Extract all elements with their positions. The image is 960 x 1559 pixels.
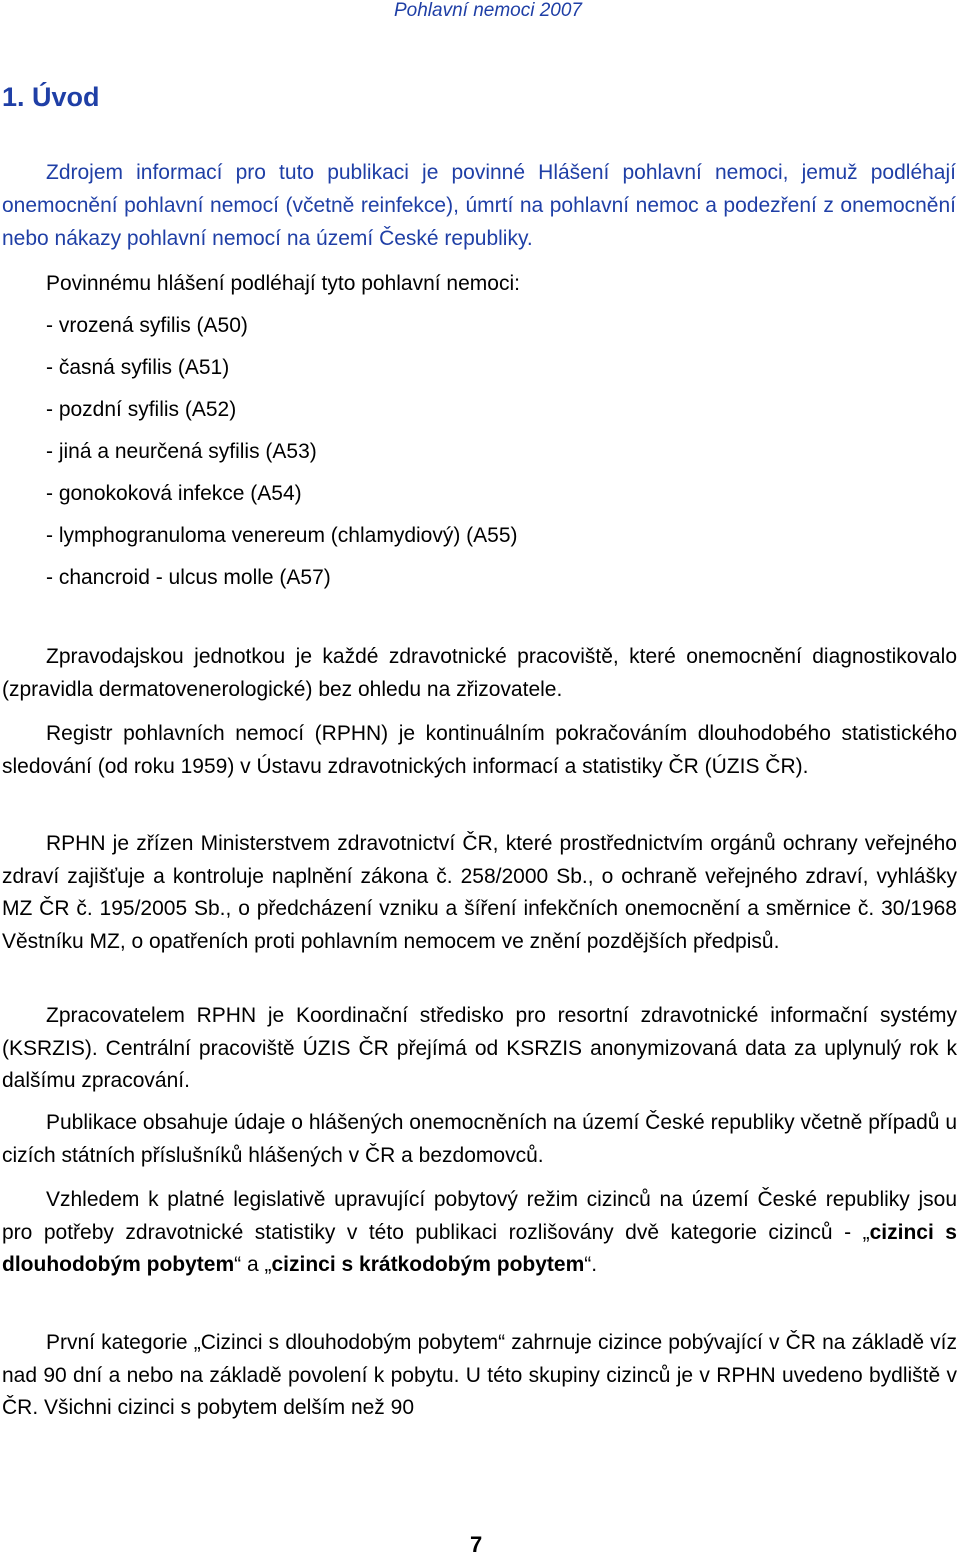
page-number: 7 xyxy=(470,1532,483,1557)
paragraph-content: Publikace obsahuje údaje o hlášených onemocněních na území České republiky včetně případů u cizích státních příslušníků hlášených v ČR a bezdomovců. xyxy=(2,1111,957,1167)
list-item: - vrozená syfilis (A50) xyxy=(46,314,248,337)
paragraph-text: “ a „ xyxy=(234,1253,272,1276)
list-lead: Povinnému hlášení podléhají tyto pohlavní nemoci: xyxy=(46,272,520,295)
bold-term-short-stay: cizinci s krátkodobým pobytem xyxy=(271,1253,585,1276)
paragraph-first-category: První kategorie „Cizinci s dlouhodobým pobytem“ zahrnuje cizince pobývající v ČR na základě víz nad 90 dní a nebo na základě povolení k pobytu. U této skupiny cizinců je v RPHN uvedeno bydliště v ČR. Všichni cizinci s pobytem delším než 90 xyxy=(2,1331,957,1419)
list-item: - chancroid - ulcus molle (A57) xyxy=(46,566,331,589)
bold-term-long-stay: cizinci s dlouhodobým pobytem xyxy=(2,1220,957,1276)
list-item: - jiná a neurčená syfilis (A53) xyxy=(46,440,317,463)
running-header: Pohlavní nemoci 2007 xyxy=(393,0,582,21)
paragraph-registry: Registr pohlavních nemocí (RPHN) je kontinuálním pokračováním dlouhodobého statistického sledování (od roku 1959) v Ústavu zdravotnických informací a statistiky ČR (ÚZIS ČR). xyxy=(2,722,957,778)
paragraph-text: Vzhledem k platné legislativě upravující pobytový režim cizinců na území České republiky jsou pro potřeby zdravotnické statistiky v této publikaci rozlišovány dvě kategorie cizinců - „ xyxy=(2,1188,957,1244)
list-item: - gonokoková infekce (A54) xyxy=(46,482,302,505)
list-item: - lymphogranuloma venereum (chlamydiový) (A55) xyxy=(46,524,518,547)
section-title: 1. Úvod xyxy=(2,82,100,112)
paragraph-foreigners xyxy=(2,1184,957,1282)
list-item: - pozdní syfilis (A52) xyxy=(46,398,237,421)
list-item: - časná syfilis (A51) xyxy=(46,356,230,379)
paragraph-text: “. xyxy=(584,1253,598,1276)
paragraph-legislation: RPHN je zřízen Ministerstvem zdravotnictví ČR, které prostřednictvím orgánů ochrany veřejného zdraví zajišťuje a kontroluje naplnění zákona č. 258/2000 Sb., o ochraně veřejného zdraví, vyhlášky MZ ČR č. 195/2005 Sb., o předcházení vzniku a šíření infekčních onemocnění a směrnice č. 30/1968 Věstníku MZ, o opatřeních proti pohlavním nemocem ve znění pozdějších předpisů. xyxy=(2,832,957,953)
paragraph-reporting-unit: Zpravodajskou jednotkou je každé zdravotnické pracoviště, které onemocnění diagnostikovalo (zpravidla dermatovenerologické) bez ohledu na zřizovatele. xyxy=(2,645,957,701)
disease-list xyxy=(46,263,520,599)
intro-paragraph: Zdrojem informací pro tuto publikaci je povinné Hlášení pohlavní nemoci, jemuž podléhají onemocnění pohlavní nemocí (včetně reinfekce), úmrtí na pohlavní nemoc a podezření z onemocnění nebo nákazy pohlavní nemocí na území České republiky. xyxy=(2,161,956,250)
paragraph-processor: Zpracovatelem RPHN je Koordinační středisko pro resortní zdravotnické informační systémy (KSRZIS). Centrální pracoviště ÚZIS ČR přejímá od KSRZIS anonymizovaná data za uplynulý rok k dalšímu zpracování. xyxy=(2,1004,957,1092)
